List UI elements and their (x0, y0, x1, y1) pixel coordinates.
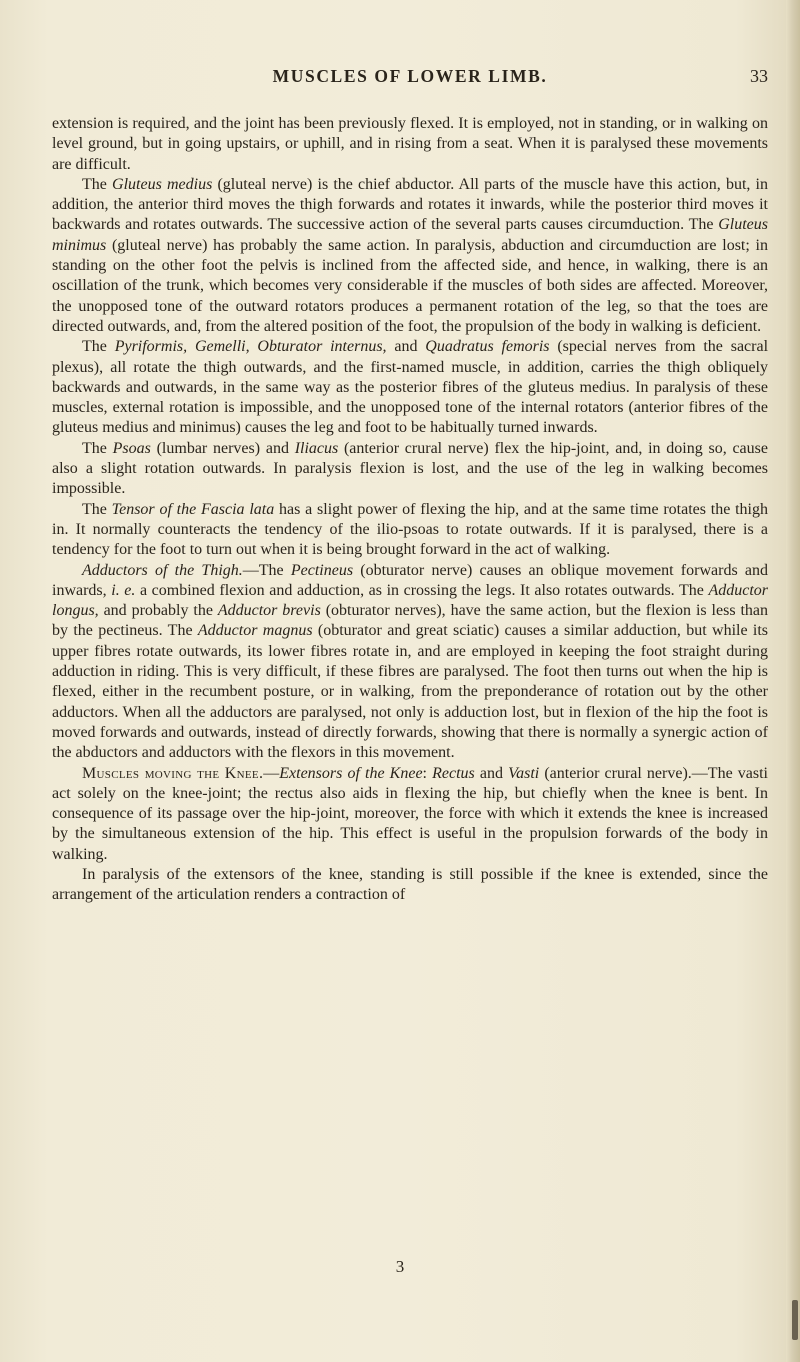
paragraph-text: (obturator nerve) causes an oblique movement forwards and inwards, (52, 561, 768, 599)
paragraph-text: (special nerves from the sacral plexus), all rotate the thigh outwards, and the first-named muscle, in addition, carries the thigh obliquely backwards and outwards, in the same way as the posterior fibres of the gluteus medius. In paralysis of these muscles, external rotation is impossible, and the unopposed tone of the internal rotators (anterior fibres of the gluteus medius and minimus) causes the leg and foot to be habitually turned inwards. (52, 338, 769, 437)
term-pectineus: Pectineus (290, 561, 354, 579)
paragraph-psoas: The Psoas (lumbar nerves) and Iliacus (anterior crural nerve) flex the hip-joint, and, in doing so, cause also a slight rotation outwards. In paralysis flexion is lost, and the use of the leg in walking becomes impossible. (52, 439, 768, 498)
paragraph-text: —The (242, 561, 291, 579)
binding-edge (786, 0, 800, 1362)
page-header (52, 66, 768, 92)
paragraph-text: (anterior crural nerve).—The vasti act solely on the knee-joint; the rectus also aids in flexing the hip, but chiefly when the knee is bent. In consequence of its passage over the hip-joint, moreover, the force with which it extends the knee is increased by the simultaneous extension of the hip. This effect is useful in the propulsion forwards of the body in walking. (52, 764, 768, 863)
paragraph-1: extension is required, and the joint has been previously flexed. It is employed, not in standing, or in walking on level ground, but in going upstairs, or uphill, and in rising from a seat. When it is paralysed these movements are difficult. (52, 115, 768, 173)
term-iliacus: Iliacus (294, 439, 339, 457)
paragraph-knee (52, 764, 768, 865)
term-pyriformis-group: Pyriformis, Gemelli, Obturator internus, (114, 338, 387, 356)
abbrev-ie: i. e. (111, 581, 136, 599)
body-text (52, 114, 768, 906)
term-tensor-fascia-lata: Tensor of the Fascia lata (111, 500, 275, 518)
paragraph-pyriformis: The Pyriformis, Gemelli, Obturator internus, and Quadratus femoris (special nerves from the sacral plexus), all rotate the thigh outwards, and the first-named muscle, in addition, carries the thigh obliquely backwards and outwards, in the same way as the posterior fibres of the gluteus medius. In paralysis of these muscles, external rotation is impossible, and the unopposed tone of the internal rotators (anterior fibres of the gluteus medius and minimus) causes the leg and foot to be habitually turned inwards. (52, 338, 769, 437)
paragraph-tensor: The Tensor of the Fascia lata has a slight power of flexing the hip, and at the same time rotates the thigh in. It normally counteracts the tendency of the ilio-psoas to rotate outwards. If it is paralysed, there is a tendency for the foot to turn out when it is being brought forward in the act of walking. (52, 500, 769, 559)
paragraph-text: and (474, 764, 509, 782)
paragraph-text: has a slight power of flexing the hip, and at the same time rotates the thigh in. It normally counteracts the tendency of the ilio-psoas to rotate outwards. If it is paralysed, there is a tendency for the foot to turn out when it is being brought forward in the act of walking. (52, 500, 769, 559)
paragraph-text: (obturator nerves), have the same action, but the flexion is less than by the pectineus. The (52, 602, 768, 640)
section-heading-knee: Muscles moving the Knee. (82, 764, 264, 782)
paragraph-text: (obturator and great sciatic) causes a similar adduction, but while its upper fibres rotate outwards, its lower fibres rotate in, and are employed in keeping the foot straight during adduction in riding. This is very difficult, if these fibres are paralysed. The foot then turns out when the hip is flexed, either in the recumbent posture, or in walking, from the preponderance of rotation out by the other adductors. When all the adductors are paralysed, not only is adduction lost, but in flexion of the hip the foot is moved forwards and outwards, instead of directly forwards, showing that there is normally a synergic action of the abductors and adductors with the flexors in this movement. (52, 622, 769, 762)
term-psoas: Psoas (112, 439, 151, 457)
edge-mark (792, 1300, 798, 1340)
paragraph-paralysis-knee: In paralysis of the extensors of the knee, standing is still possible if the knee is extended, since the arrangement of the articulation renders a contraction of (52, 865, 768, 904)
paragraph-adductors (52, 561, 768, 764)
page-number: 33 (750, 66, 768, 86)
signature-mark: 3 (395, 1257, 405, 1276)
running-head: MUSCLES OF LOWER LIMB. (272, 66, 548, 86)
term-extensors-knee: Extensors of the Knee (279, 764, 423, 782)
term-adductor-magnus: Adductor magnus (197, 622, 313, 640)
term-quadratus-femoris: Quadratus femoris (425, 338, 550, 356)
section-heading-adductors: Adductors of the Thigh. (82, 561, 243, 579)
paragraph-text: a combined flexion and adduction, as in crossing the legs. It also rotates outwards. The (135, 581, 709, 599)
paragraph-gluteus-medius: The Gluteus medius (gluteal nerve) is the chief abductor. All parts of the muscle have this action, but, in addition, the anterior third moves the thigh forwards and rotates it inwards, while the posterior third moves it backwards and rotates outwards. The successive action of the several parts causes circumduction. The Gluteus minimus (gluteal nerve) has probably the same action. In paralysis, abduction and circumduction are lost; in standing on the other foot the pelvis is inclined from the affected side, and hence, in walking, there is an oscillation of the trunk, which becomes very considerable if the muscles of both sides are affected. Moreover, the unopposed tone of the outward rotators produces a permanent rotation of the leg, so that the toes are directed outwards, and, from the altered position of the foot, the propulsion of the body in walking is deficient. (52, 175, 769, 335)
paragraph-text: (gluteal nerve) has probably the same action. In paralysis, abduction and circumduction are lost; in standing on the other foot the pelvis is inclined from the affected side, and hence, in walking, there is an oscillation of the trunk, which becomes very considerable if the muscles of both sides are affected. Moreover, the unopposed tone of the outward rotators produces a permanent rotation of the leg, so that the toes are directed outwards, and, from the altered position of the foot, the propulsion of the body in walking is deficient. (52, 236, 768, 335)
term-adductor-brevis: Adductor brevis (217, 602, 321, 620)
paragraph-text: and probably the (98, 602, 218, 620)
paragraph-text: (gluteal nerve) is the chief abductor. All parts of the muscle have this action, but, in addition, the anterior third moves the thigh forwards and rotates it inwards, while the posterior third moves it backwards and rotates outwards. The successive action of the several parts causes circumduction. The (52, 175, 769, 234)
term-vasti: Vasti (508, 764, 540, 782)
paragraph-text: (anterior crural nerve) flex the hip-joint, and, in doing so, cause also a slight rotation outwards. In paralysis flexion is lost, and the use of the leg in walking becomes impossible. (52, 439, 768, 498)
paragraph-text: : (422, 764, 433, 782)
term-gluteus-minimus: Gluteus minimus (52, 216, 768, 254)
paragraph-text: — (263, 764, 280, 782)
term-rectus: Rectus (432, 764, 475, 782)
term-gluteus-medius: Gluteus medius (112, 175, 213, 193)
paragraph-text: and (386, 338, 426, 356)
term-adductor-longus: Adductor longus, (52, 581, 768, 620)
paragraph-text: (lumbar nerves) and (150, 439, 295, 457)
